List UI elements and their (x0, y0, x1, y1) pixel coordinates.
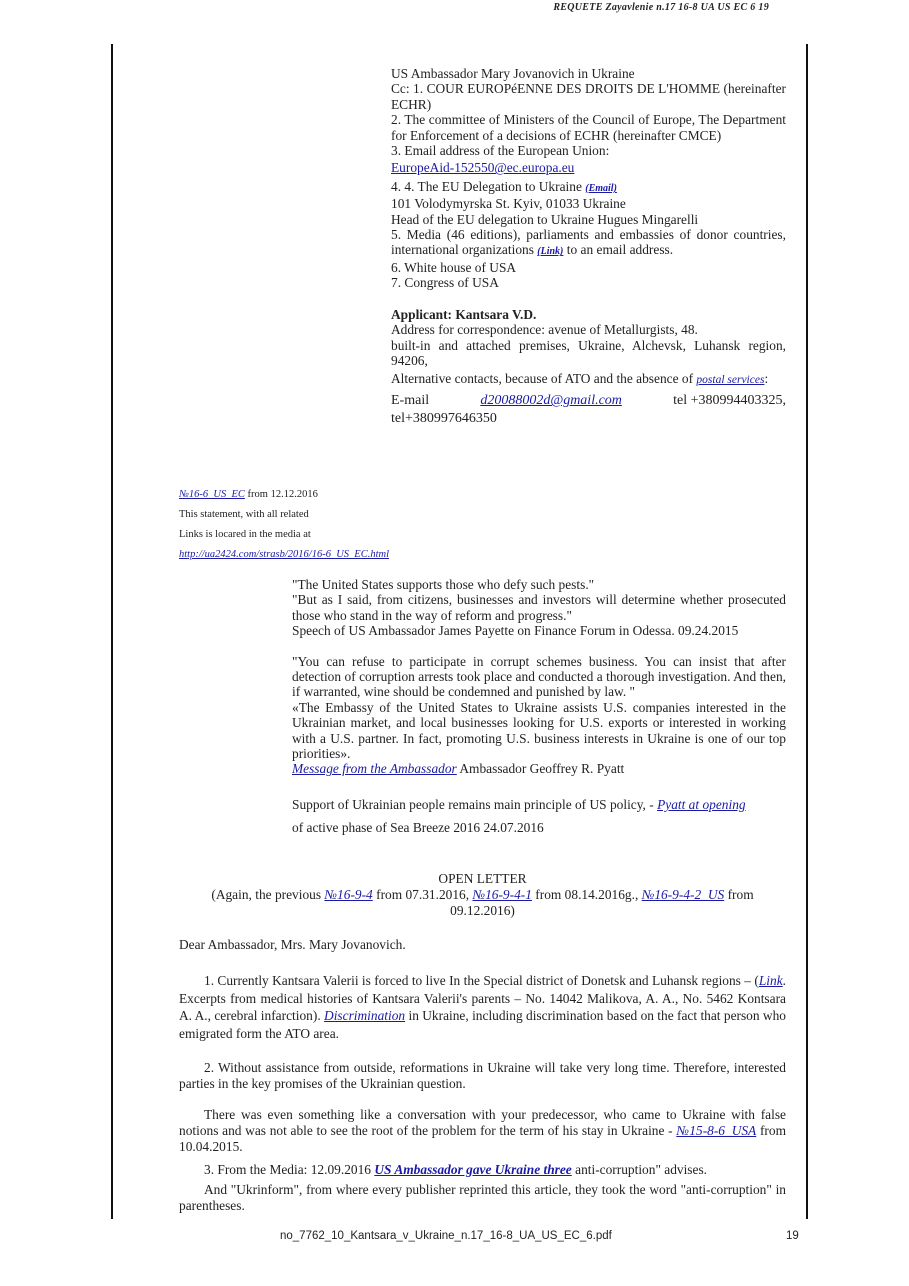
ambassador-message-link[interactable]: Message from the Ambassador (292, 761, 457, 777)
email-label: E-mail (391, 393, 430, 409)
quote: "But as I said, from citizens, businesses and investors will determine whether prosecuted those who stand in the way of reform and progress." (292, 592, 786, 623)
recipient-line: 3. Email address of the European Union: (391, 143, 610, 159)
prev-letter-link-2[interactable]: №16-9-4-1 (472, 887, 532, 902)
right-margin-line (806, 44, 808, 1219)
paragraph-2: 2. Without assistance from outside, reformations in Ukraine will take very long time. Therefore, interested parties in the key promises of the Ukrainian question. (179, 1060, 786, 1091)
media-link[interactable]: (Link) (537, 246, 564, 258)
recipient-line: Head of the EU delegation to Ukraine Hugues Mingarelli (391, 211, 699, 227)
quote: of active phase of Sea Breeze 2016 24.07.2016 (292, 820, 544, 836)
left-margin-line (111, 44, 113, 1219)
applicant-tel2: tel+380997646350 (391, 411, 497, 427)
applicant-title: Applicant: Kantsara V.D. (391, 306, 537, 322)
discrimination-link[interactable]: Discrimination (324, 1008, 406, 1023)
alt-contacts-text: Alternative contacts, because of ATO and the absence of (391, 371, 694, 387)
reference-block: №16-6_US_EC from 12.12.2016 This statement, with all related Links is locared in the media at http://ua2424.com/strasb/2016/16-6_US_EC.html (179, 489, 389, 560)
reference-link[interactable]: №16-6_US_EC (179, 489, 245, 500)
running-header: REQUETE Zayavlenie n.17 16-8 UA US EC 6 19 (553, 2, 769, 13)
paragraph-1: 1. Currently Kantsara Valerii is forced to live In the Special district of Donetsk and Luhansk regions – (Link. Excerpts from medical histories of Kantsara Valerii's parents – No. 14042 Malikova, A. A., No. 5462 Kontsara A. A., cerebral infarction). Discrimination in Ukraine, including discrimination based on the fact that person who emigrated form the ATO area. (179, 973, 786, 1041)
recipient-line: US Ambassador Mary Jovanovich in Ukraine (391, 66, 635, 81)
quote-source: Speech of US Ambassador James Payette on Finance Forum in Odessa. 09.24.2015 (292, 623, 739, 639)
footer-filename: no_7762_10_Kantsara_v_Ukraine_n.17_16-8_UA_US_EC_6.pdf (280, 1230, 612, 1242)
recipients-block: US Ambassador Mary Jovanovich in Ukraine Cc: 1. COUR EUROPéENNE DES DROITS DE L'HOMME (hereinafter ECHR) 2. The committee of Ministers of the Council of Europe, The Department for Enforcement of a decisions of ECHR (hereinafter CMCE) 3. Email address of the European Union: EuropeAid-152550@ec.europa.eu 4. 4. The EU Delegation to Ukraine (Email) 101 Volodymyrska St. Kyiv, 01033 Ukraine Head of the EU delegation to Ukraine Hugues Mingarelli 5. Media (46 editions), parliaments and embassies of donor countries, international organizations (Link) to an email address. 6. White house of USA 7. Congress of USA Applicant: Kantsara V.D. Address for correspondence: avenue of Metallurgists, 48. built-in and attached premises, Ukraine, Alchevsk, Luhansk region, 94206, Alternative contacts, because of ATO and the absence of postal services: E-mail d20088002d@gmail.com tel +380994403325, tel+380997646350 (391, 66, 786, 427)
paragraph-5: And "Ukrinform", from where every publisher reprinted this article, they took the word "anti-corruption" in parentheses. (179, 1182, 786, 1213)
recipient-line: 5. Media (46 editions), parliaments and embassies of donor countries, international organizations (391, 227, 786, 258)
paragraph-3: There was even something like a conversation with your predecessor, who came to Ukraine with false notions and was not able to see the root of the problem for the term of his stay in Ukraine - №15-8-6_USA from 10.04.2015. (179, 1107, 786, 1154)
applicant-address: Address for correspondence: avenue of Metallurgists, 48. (391, 322, 698, 338)
recipient-line: 6. White house of USA (391, 259, 517, 275)
ambassador-advice-link[interactable]: US Ambassador gave Ukraine three (374, 1162, 572, 1177)
recipient-line: 101 Volodymyrska St. Kyiv, 01033 Ukraine (391, 196, 626, 212)
postal-services-link[interactable]: postal services (696, 374, 765, 387)
quote: «The Embassy of the United States to Ukraine assists U.S. companies interested in the Ukrainian market, and local businesses looking for U.S. exports or interested in working with a U.S. partner. In fact, promoting U.S. business interests in Ukraine is one of our top priorities». (292, 699, 786, 762)
predecessor-letter-link[interactable]: №15-8-6_USA (676, 1122, 757, 1138)
quote: "You can refuse to participate in corrupt schemes business. You can insist that after detection of corruption arrests took place and conducted a thorough investigation. And then, if warranted, wine should be condemned and punished by law. " (292, 653, 786, 700)
recipient-line: to an email address. (566, 242, 674, 258)
applicant-email-link[interactable]: d20088002d@gmail.com (480, 393, 622, 409)
email-link[interactable]: (Email) (585, 182, 617, 194)
quote: Support of Ukrainian people remains main principle of US policy, - (292, 796, 654, 812)
eu-email-link[interactable]: EuropeAid-152550@ec.europa.eu (391, 160, 575, 176)
prev-letter-link-3[interactable]: №16-9-4-2_US (641, 887, 725, 902)
reference-text: This statement, with all related (179, 509, 309, 520)
applicant-address: built-in and attached premises, Ukraine, Alchevsk, Luhansk region, 94206, (391, 337, 786, 368)
prev-letter-link-1[interactable]: №16-9-4 (324, 887, 373, 902)
salutation: Dear Ambassador, Mrs. Mary Jovanovich. (179, 937, 406, 952)
paragraph-4: 3. From the Media: 12.09.2016 US Ambassador gave Ukraine three anti-corruption" advises. (204, 1162, 708, 1177)
recipient-line: 7. Congress of USA (391, 275, 499, 291)
recipient-line: 2. The committee of Ministers of the Council of Europe, The Department for Enforcement of a decisions of ECHR (hereinafter CMCE) (391, 112, 786, 143)
open-letter-heading: OPEN LETTER (Again, the previous №16-9-4 from 07.31.2016, №16-9-4-1 from 08.14.2016g., №16-9-4-2_US from 09.12.2016) (179, 871, 786, 919)
quote: "The United States supports those who defy such pests." (292, 577, 595, 592)
recipient-line: Cc: 1. COUR EUROPéENNE DES DROITS DE L'HOMME (hereinafter ECHR) (391, 81, 786, 112)
open-letter-title: OPEN LETTER (438, 871, 527, 886)
applicant-tel: tel +380994403325, (673, 393, 786, 409)
page-number: 19 (786, 1230, 799, 1242)
media-url-link[interactable]: http://ua2424.com/strasb/2016/16-6_US_EC.html (179, 549, 389, 560)
quotes-block: "The United States supports those who defy such pests." "But as I said, from citizens, businesses and investors will determine whether prosecuted those who stand in the way of reform and progress." Speech of US Ambassador James Payette on Finance Forum in Odessa. 09.24.2015 "You can refuse to participate in corrupt schemes business. You can insist that after detection of corruption arrests took place and conducted a thorough investigation. And then, if warranted, wine should be condemned and punished by law. " «The Embassy of the United States to Ukraine assists U.S. companies interested in the Ukrainian market, and local businesses looking for U.S. exports or interested in working with a U.S. partner. In fact, promoting U.S. business interests in Ukraine is one of our top priorities». Message from the Ambassador Ambassador Geoffrey R. Pyatt Support of Ukrainian people remains main principle of US policy, - Pyatt at opening of active phase of Sea Breeze 2016 24.07.2016 (292, 577, 786, 836)
link[interactable]: Link (758, 973, 783, 988)
reference-text: Links is locared in the media at (179, 529, 311, 540)
recipient-line: 4. 4. The EU Delegation to Ukraine (391, 178, 582, 194)
pyatt-opening-link[interactable]: Pyatt at opening (657, 796, 746, 812)
